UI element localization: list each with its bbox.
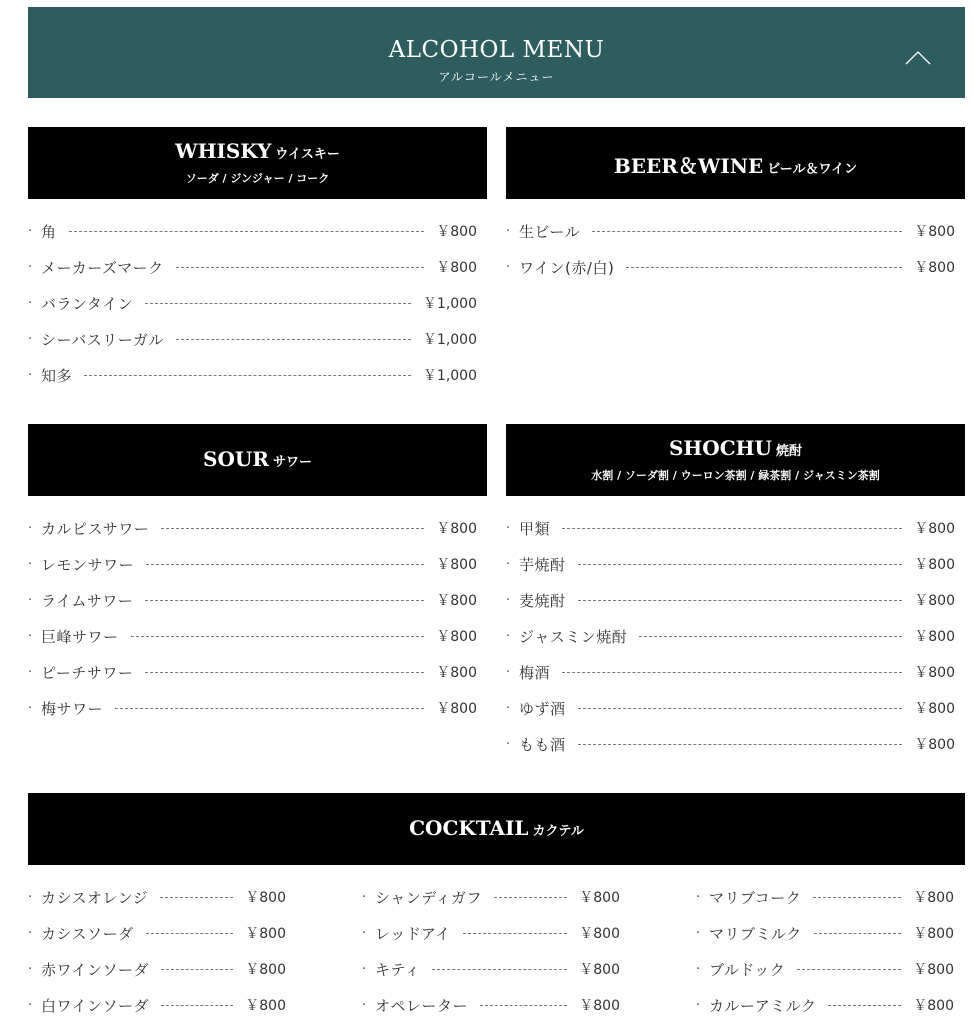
beer-wine-list	[506, 213, 955, 285]
bullet-icon: ·	[28, 223, 33, 239]
menu-item-price: ￥800	[914, 260, 955, 276]
menu-item-price: ￥800	[436, 521, 477, 537]
menu-item-price: ￥800	[245, 890, 286, 906]
menu-item-price: ￥800	[914, 593, 955, 609]
cocktail-header	[28, 793, 965, 865]
menu-item	[696, 879, 954, 915]
bullet-icon: ·	[696, 925, 701, 941]
bullet-icon: ·	[28, 367, 33, 383]
menu-item-price: ￥800	[436, 701, 477, 717]
bullet-icon: ·	[28, 664, 33, 680]
bullet-icon: ·	[506, 259, 511, 275]
dotted-leader	[84, 375, 411, 376]
bullet-icon: ·	[28, 520, 33, 536]
dotted-leader	[161, 528, 424, 529]
menu-item-price: ￥800	[914, 629, 955, 645]
menu-item-name: もも酒	[519, 735, 566, 754]
dotted-leader	[494, 897, 567, 898]
dotted-leader	[814, 933, 902, 934]
bullet-icon: ·	[506, 628, 511, 644]
bullet-icon: ·	[362, 889, 367, 905]
cocktail-title-en: COCKTAIL	[409, 816, 529, 840]
bullet-icon: ·	[696, 961, 701, 977]
bullet-icon: ·	[28, 997, 33, 1013]
menu-item	[506, 582, 955, 618]
menu-item-name: 甲類	[519, 519, 551, 538]
shochu-subtitle: 水割 / ソーダ割 / ウーロン茶割 / 緑茶割 / ジャスミン茶割	[591, 469, 880, 482]
dotted-leader	[592, 231, 902, 232]
cocktail-list-col-2	[362, 879, 620, 1023]
menu-item	[28, 285, 477, 321]
dotted-leader	[578, 564, 903, 565]
bullet-icon: ·	[362, 961, 367, 977]
menu-item	[362, 951, 620, 987]
bullet-icon: ·	[28, 700, 33, 716]
dotted-leader	[145, 303, 411, 304]
menu-item-name: カシスオレンジ	[41, 888, 149, 907]
menu-item-name: ジャスミン焼酎	[519, 627, 628, 646]
menu-item-name: 生ビール	[519, 222, 581, 241]
menu-item-name: ゆず酒	[519, 699, 566, 718]
menu-item-price: ￥800	[436, 557, 477, 573]
menu-subtitle: アルコールメニュー	[438, 70, 555, 84]
dotted-leader	[562, 672, 902, 673]
menu-item-name: バランタイン	[41, 294, 134, 313]
dotted-leader	[145, 600, 424, 601]
bullet-icon: ·	[28, 925, 33, 941]
menu-item-name: 角	[41, 222, 57, 241]
sour-title-ja: サワー	[272, 455, 312, 470]
menu-item-name: 赤ワインソーダ	[41, 960, 150, 979]
shochu-title-ja: 焼酎	[776, 444, 803, 459]
menu-item	[28, 582, 477, 618]
menu-item-name: ライムサワー	[41, 591, 134, 610]
bullet-icon: ·	[362, 925, 367, 941]
menu-item-name: マリブミルク	[709, 924, 802, 943]
menu-item	[506, 249, 955, 285]
dotted-leader	[639, 636, 902, 637]
menu-item	[696, 951, 954, 987]
dotted-leader	[578, 600, 903, 601]
menu-item	[28, 546, 477, 582]
menu-item	[28, 321, 477, 357]
whisky-header	[28, 127, 487, 199]
bullet-icon: ·	[28, 889, 33, 905]
menu-item-name: ワイン(赤/白)	[519, 258, 615, 277]
menu-title: ALCOHOL MENU	[388, 37, 605, 63]
sour-title-en: SOUR	[203, 447, 269, 471]
menu-item-price: ￥800	[913, 926, 954, 942]
menu-item	[28, 879, 286, 915]
whisky-title-en: WHISKY	[175, 139, 272, 163]
menu-item-name: 梅酒	[519, 663, 551, 682]
bullet-icon: ·	[28, 259, 33, 275]
menu-item-name: カルーアミルク	[709, 996, 817, 1015]
dotted-leader	[480, 1005, 567, 1006]
menu-item-name: 芋焼酎	[519, 555, 566, 574]
menu-item-price: ￥800	[245, 998, 286, 1014]
dotted-leader	[797, 969, 901, 970]
menu-item	[362, 987, 620, 1023]
menu-item-name: ブルドック	[709, 960, 786, 979]
menu-item	[28, 915, 286, 951]
menu-item-price: ￥800	[579, 926, 620, 942]
menu-item-price: ￥800	[579, 890, 620, 906]
menu-item-price: ￥800	[914, 224, 955, 240]
menu-item	[506, 213, 955, 249]
dotted-leader	[146, 933, 234, 934]
bullet-icon: ·	[28, 331, 33, 347]
dotted-leader	[176, 267, 425, 268]
menu-header	[28, 7, 965, 98]
menu-item-price: ￥800	[914, 557, 955, 573]
menu-item-price: ￥800	[436, 260, 477, 276]
menu-item	[28, 213, 477, 249]
sour-header	[28, 424, 487, 496]
dotted-leader	[578, 708, 903, 709]
menu-item-name: 梅サワー	[41, 699, 104, 718]
dotted-leader	[131, 636, 425, 637]
beer-wine-header	[506, 127, 965, 199]
chevron-up-icon[interactable]	[905, 49, 931, 65]
bullet-icon: ·	[28, 961, 33, 977]
menu-item	[506, 654, 955, 690]
dotted-leader	[161, 969, 233, 970]
menu-item	[696, 915, 954, 951]
menu-item	[506, 618, 955, 654]
dotted-leader	[813, 897, 901, 898]
sour-list	[28, 510, 477, 726]
beer-wine-title-ja: ビール＆ワイン	[767, 162, 858, 177]
menu-item-price: ￥800	[245, 962, 286, 978]
whisky-list	[28, 213, 477, 393]
shochu-list	[506, 510, 955, 762]
menu-item	[506, 726, 955, 762]
menu-item	[28, 654, 477, 690]
menu-item	[362, 879, 620, 915]
menu-item	[506, 690, 955, 726]
menu-item-price: ￥800	[913, 890, 954, 906]
beer-wine-title-en: BEER＆WINE	[613, 154, 764, 178]
menu-item-name: 知多	[41, 366, 73, 385]
dotted-leader	[69, 231, 425, 232]
bullet-icon: ·	[506, 700, 511, 716]
dotted-leader	[176, 339, 411, 340]
menu-item-price: ￥800	[245, 926, 286, 942]
cocktail-title-ja: カクテル	[532, 824, 584, 839]
menu-item-name: オペレーター	[375, 996, 469, 1015]
menu-item-name: ピーチサワー	[41, 663, 134, 682]
menu-item-price: ￥800	[436, 665, 477, 681]
menu-item-price: ￥800	[436, 593, 477, 609]
bullet-icon: ·	[506, 556, 511, 572]
menu-item-price: ￥800	[913, 998, 954, 1014]
shochu-title-en: SHOCHU	[668, 436, 772, 460]
menu-item-name: 白ワインソーダ	[41, 996, 150, 1015]
dotted-leader	[160, 897, 233, 898]
dotted-leader	[146, 564, 424, 565]
menu-item-price: ￥800	[579, 962, 620, 978]
menu-item-price: ￥800	[913, 962, 954, 978]
bullet-icon: ·	[506, 223, 511, 239]
dotted-leader	[432, 969, 567, 970]
menu-item-name: 麦焼酎	[519, 591, 566, 610]
bullet-icon: ·	[28, 628, 33, 644]
dotted-leader	[115, 708, 424, 709]
cocktail-list-col-3	[696, 879, 954, 1023]
bullet-icon: ·	[362, 997, 367, 1013]
menu-item-price: ￥800	[436, 224, 477, 240]
whisky-title-ja: ウイスキー	[275, 147, 340, 162]
shochu-header	[506, 424, 965, 496]
whisky-subtitle: ソーダ / ジンジャー / コーク	[185, 172, 330, 185]
menu-item	[506, 510, 955, 546]
menu-item	[28, 357, 477, 393]
menu-item	[28, 510, 477, 546]
menu-item-price: ￥1,000	[422, 368, 477, 384]
menu-item-price: ￥800	[436, 629, 477, 645]
menu-item	[28, 987, 286, 1023]
menu-item-price: ￥800	[579, 998, 620, 1014]
menu-item-price: ￥800	[914, 737, 955, 753]
bullet-icon: ·	[506, 520, 511, 536]
menu-item-name: カルピスサワー	[41, 519, 150, 538]
menu-item-name: レッドアイ	[375, 924, 451, 943]
bullet-icon: ·	[28, 556, 33, 572]
menu-item-price: ￥1,000	[422, 332, 477, 348]
menu-item	[28, 951, 286, 987]
bullet-icon: ·	[696, 889, 701, 905]
menu-item-name: シーバスリーガル	[41, 330, 164, 349]
menu-item	[696, 987, 954, 1023]
menu-item-price: ￥1,000	[422, 296, 477, 312]
menu-item-name: レモンサワー	[41, 555, 135, 574]
menu-item-price: ￥800	[914, 665, 955, 681]
bullet-icon: ·	[506, 664, 511, 680]
cocktail-list-col-1	[28, 879, 286, 1023]
menu-item	[28, 618, 477, 654]
menu-item	[28, 690, 477, 726]
menu-item	[28, 249, 477, 285]
dotted-leader	[562, 528, 902, 529]
bullet-icon: ·	[506, 736, 511, 752]
dotted-leader	[161, 1005, 233, 1006]
dotted-leader	[578, 744, 903, 745]
menu-item-name: メーカーズマーク	[41, 258, 164, 277]
menu-item-name: シャンディガフ	[375, 888, 483, 907]
menu-item-price: ￥800	[914, 521, 955, 537]
menu-item-name: キティ	[375, 960, 421, 979]
menu-item	[362, 915, 620, 951]
bullet-icon: ·	[28, 295, 33, 311]
menu-item	[506, 546, 955, 582]
dotted-leader	[463, 933, 568, 934]
bullet-icon: ·	[28, 592, 33, 608]
dotted-leader	[828, 1005, 901, 1006]
dotted-leader	[626, 267, 902, 268]
menu-item-name: 巨峰サワー	[41, 627, 119, 646]
menu-item-name: マリブコーク	[709, 888, 802, 907]
bullet-icon: ·	[506, 592, 511, 608]
menu-item-price: ￥800	[914, 701, 955, 717]
dotted-leader	[145, 672, 424, 673]
menu-item-name: カシスソーダ	[41, 924, 134, 943]
bullet-icon: ·	[696, 997, 701, 1013]
